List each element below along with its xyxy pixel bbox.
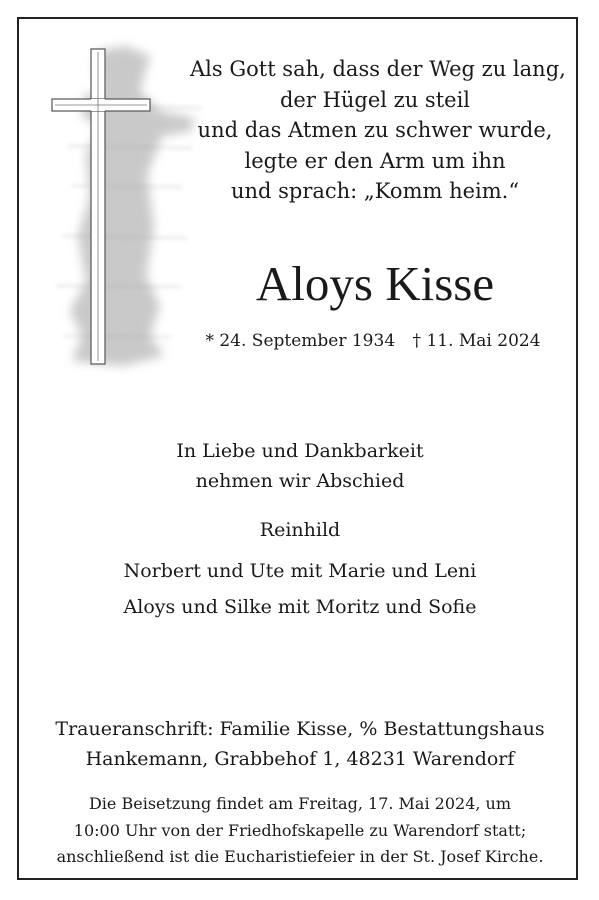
death-date: † 11. Mai 2024 [412, 331, 541, 351]
mourning-address [20, 715, 580, 774]
farewell-line: nehmen wir Abschied [195, 470, 405, 492]
verse-line: legte er den Arm um ihn [244, 148, 506, 173]
verse-line: der Hügel zu steil [279, 87, 471, 112]
mourner-name: Reinhild [259, 519, 341, 541]
funeral-line: anschließend ist die Eucharistiefeier in der St. Josef Kirche. [56, 847, 544, 866]
farewell-text [110, 436, 490, 496]
deceased-name: Aloys Kisse [255, 256, 495, 311]
cross-icon [42, 36, 210, 391]
verse-line: und sprach: „Komm heim.“ [230, 179, 520, 203]
life-dates [198, 328, 548, 354]
verse-line: und das Atmen zu schwer wurde, [197, 118, 553, 142]
address-line: Hankemann, Grabbehof 1, 48231 Warendorf [85, 747, 515, 770]
mourner-name: Norbert und Ute mit Marie und Leni [123, 560, 477, 582]
birth-date: * 24. September 1934 [205, 331, 396, 351]
farewell-line: In Liebe und Dankbarkeit [176, 440, 424, 462]
verse-line: Als Gott sah, dass der Weg zu lang, [190, 57, 566, 81]
funeral-details [20, 791, 580, 871]
poem-verse [190, 54, 566, 207]
address-line: Traueranschrift: Familie Kisse, % Bestattungshaus [55, 718, 545, 740]
mourner-name: Aloys und Silke mit Moritz und Sofie [123, 596, 477, 618]
funeral-line: Die Beisetzung findet am Freitag, 17. Mai 2024, um [88, 794, 512, 813]
funeral-line: 10:00 Uhr von der Friedhofskapelle zu Warendorf statt; [73, 820, 527, 840]
